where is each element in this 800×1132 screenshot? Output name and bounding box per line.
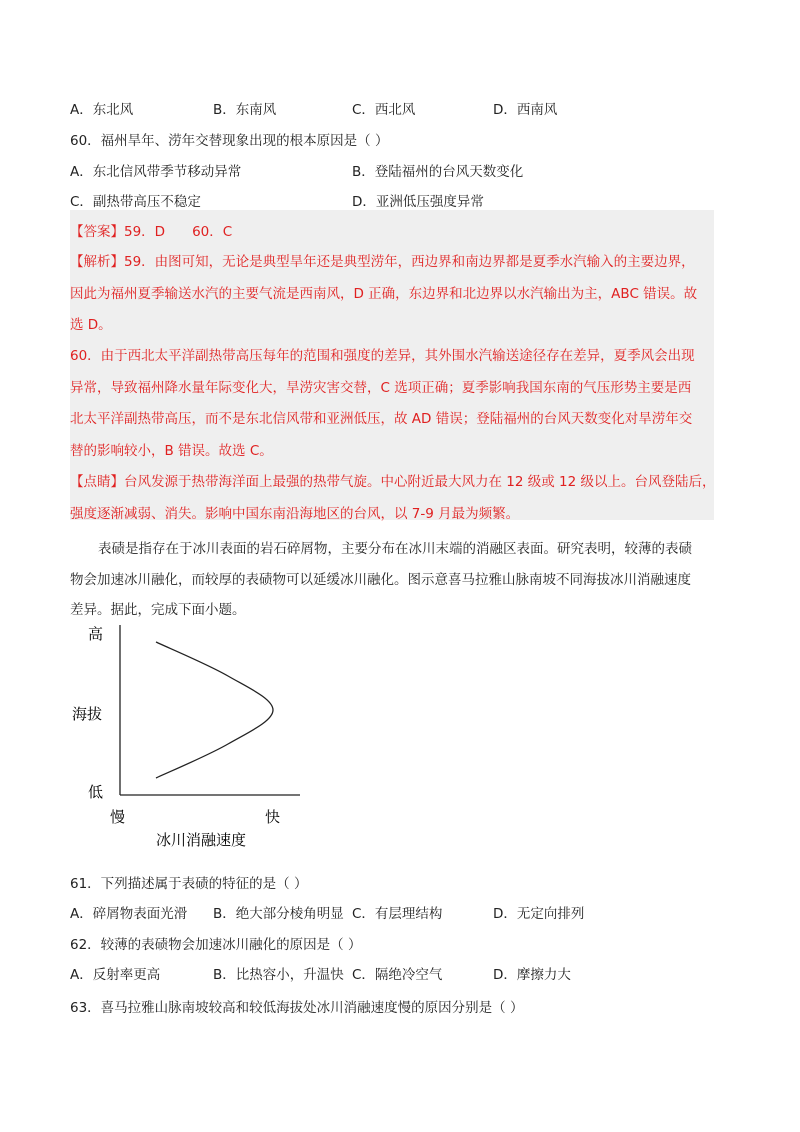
- q62-options: [0, 963, 800, 983]
- q62-option-b: B．比热容小，升温快: [213, 967, 344, 983]
- q60-option-c: C．副热带高压不稳定: [70, 194, 201, 210]
- analysis-line-7: 替的影响较小，B 错误。故选 C。: [70, 443, 273, 459]
- glacier-melt-chart: [60, 615, 320, 855]
- y-tick-low: 低: [88, 783, 104, 801]
- q60-option-a: A．东北信风带季节移动异常: [70, 164, 242, 180]
- q61-stem: 61．下列描述属于表碛的特征的是（ ）: [70, 876, 308, 892]
- analysis-line-1: 【解析】59．由图可知，无论是典型旱年还是典型涝年，西边界和南边界都是夏季水汽输入的主要边界，: [70, 254, 695, 270]
- analysis-line-4: 60．由于西北太平洋副热带高压每年的范围和强度的差异，其外围水汽输送途径存在差异，夏季风会出现: [70, 348, 695, 364]
- q59-option-b: B．东南风: [213, 102, 277, 118]
- analysis-line-6: 北太平洋副热带高压，而不是东北信风带和亚洲低压，故 AD 错误；登陆福州的台风天数变化对旱涝年交: [70, 411, 693, 427]
- analysis-line-3: 选 D。: [70, 317, 112, 333]
- q59-option-d: D．西南风: [493, 102, 558, 118]
- x-tick-slow: 慢: [110, 808, 126, 826]
- answer-block: [70, 210, 714, 520]
- series-melt-curve: [156, 642, 273, 778]
- q61-option-c: C．有层理结构: [352, 906, 443, 922]
- q62-option-d: D．摩擦力大: [493, 967, 571, 983]
- answer-line: 【答案】59．D 60．C: [70, 224, 233, 240]
- tip-line-1: 【点睛】台风发源于热带海洋面上最强的热带气旋。中心附近最大风力在 12 级或 12 级以上。台风登陆后，: [70, 474, 716, 490]
- q61-option-d: D．无定向排列: [493, 906, 585, 922]
- q61-option-a: A．碎屑物表面光滑: [70, 906, 188, 922]
- x-tick-fast: 快: [265, 808, 281, 826]
- tip-line-2: 强度逐渐减弱、消失。影响中国东南沿海地区的台风，以 7-9 月最为频繁。: [70, 506, 520, 522]
- intro-line-3: 差异。据此，完成下面小题。: [70, 602, 246, 618]
- q62-option-c: C．隔绝冷空气: [352, 967, 443, 983]
- q60-options-row1: [0, 160, 800, 180]
- analysis-line-5: 异常，导致福州降水量年际变化大，旱涝灾害交替，C 选项正确；夏季影响我国东南的气压形势主要是西: [70, 380, 692, 396]
- analysis-line-2: 因此为福州夏季输送水汽的主要气流是西南风，D 正确，东边界和北边界以水汽输出为主，ABC 错误。故: [70, 286, 698, 302]
- y-tick-high: 高: [88, 625, 104, 643]
- intro-line-2: 物会加速冰川融化，而较厚的表碛物可以延缓冰川融化。图示意喜马拉雅山脉南坡不同海拔冰川消融速度: [70, 572, 691, 588]
- q60-option-d: D．亚洲低压强度异常: [352, 194, 484, 210]
- q61-option-b: B．绝大部分棱角明显: [213, 906, 344, 922]
- q60-options-row2: [0, 190, 800, 210]
- q59-options: [0, 98, 800, 118]
- x-axis-label: 冰川消融速度: [156, 831, 247, 849]
- q60-option-b: B．登陆福州的台风天数变化: [352, 164, 524, 180]
- y-axis-label: 海拔: [72, 705, 103, 723]
- q62-stem: 62．较薄的表碛物会加速冰川融化的原因是（ ）: [70, 937, 362, 953]
- q63-stem: 63．喜马拉雅山脉南坡较高和较低海拔处冰川消融速度慢的原因分别是（ ）: [70, 1000, 524, 1016]
- q61-options: [0, 902, 800, 922]
- q60-stem: 60．福州旱年、涝年交替现象出现的根本原因是（ ）: [70, 133, 389, 149]
- intro-line-1: 表碛是指存在于冰川表面的岩石碎屑物，主要分布在冰川末端的消融区表面。研究表明，较薄的表碛: [98, 541, 692, 557]
- q59-option-a: A．东北风: [70, 102, 134, 118]
- q59-option-c: C．西北风: [352, 102, 416, 118]
- q62-option-a: A．反射率更高: [70, 967, 161, 983]
